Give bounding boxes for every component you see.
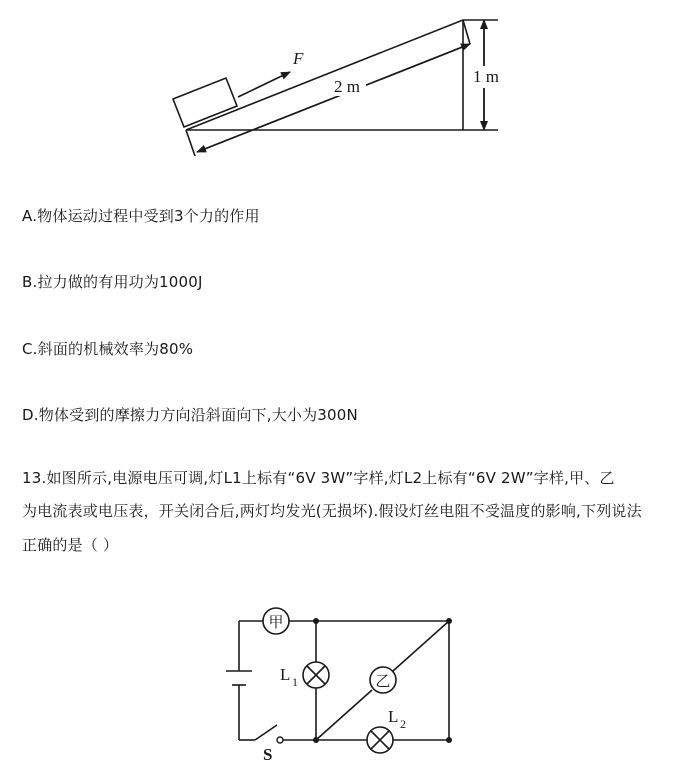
meter-yi-label: 乙: [375, 672, 391, 690]
option-b: B.拉力做的有用功为1000J: [22, 273, 203, 291]
wire-diagonal-lower: [316, 690, 372, 740]
lamp-l1: [303, 662, 329, 688]
incline-figure: [0, 0, 674, 170]
force-label: F: [293, 49, 304, 68]
meter-jia-label: 甲: [268, 613, 284, 631]
junction-top-right: [446, 618, 452, 624]
junction-bottom-middle: [313, 737, 319, 743]
incline-top-mark: [463, 20, 470, 44]
lamp-l2-subscript: 2: [400, 717, 406, 731]
lamp-l2-letter: L: [388, 707, 399, 726]
option-c: C.斜面的机械效率为80%: [22, 340, 194, 358]
junction-bottom-right: [446, 737, 452, 743]
incline-slope-line: [186, 20, 463, 130]
question-13-line-3: 正确的是（ ）: [22, 536, 119, 554]
switch-contact: [277, 737, 283, 743]
junction-top-middle: [313, 618, 319, 624]
option-a: A.物体运动过程中受到3个力的作用: [22, 207, 260, 225]
length-extension-tick: [186, 130, 195, 156]
question-13-line-2: 为电流表或电压表，开关闭合后,两灯均发光(无损坏).假设灯丝电阻不受温度的影响,下列说法: [22, 502, 642, 520]
wire-diagonal-upper: [393, 621, 449, 671]
length-label: 2 m: [334, 77, 360, 96]
length-dimension-line-back: [197, 44, 470, 152]
lamp-l1-subscript: 1: [292, 675, 298, 689]
switch-label: S: [263, 745, 273, 764]
lamp-l1-letter: L: [280, 665, 291, 684]
circuit-figure: [0, 590, 674, 765]
question-13-line-1: 13.如图所示,电源电压可调,灯L1上标有“6V 3W”字样,灯L2上标有“6V 2W”字样,甲、乙: [22, 469, 615, 487]
switch-blade: [255, 725, 277, 740]
height-label: 1 m: [473, 67, 499, 86]
lamp-l2: [367, 727, 393, 753]
block: [173, 78, 237, 127]
force-arrow: [238, 72, 290, 97]
option-d: D.物体受到的摩擦力方向沿斜面向下,大小为300N: [22, 406, 358, 424]
